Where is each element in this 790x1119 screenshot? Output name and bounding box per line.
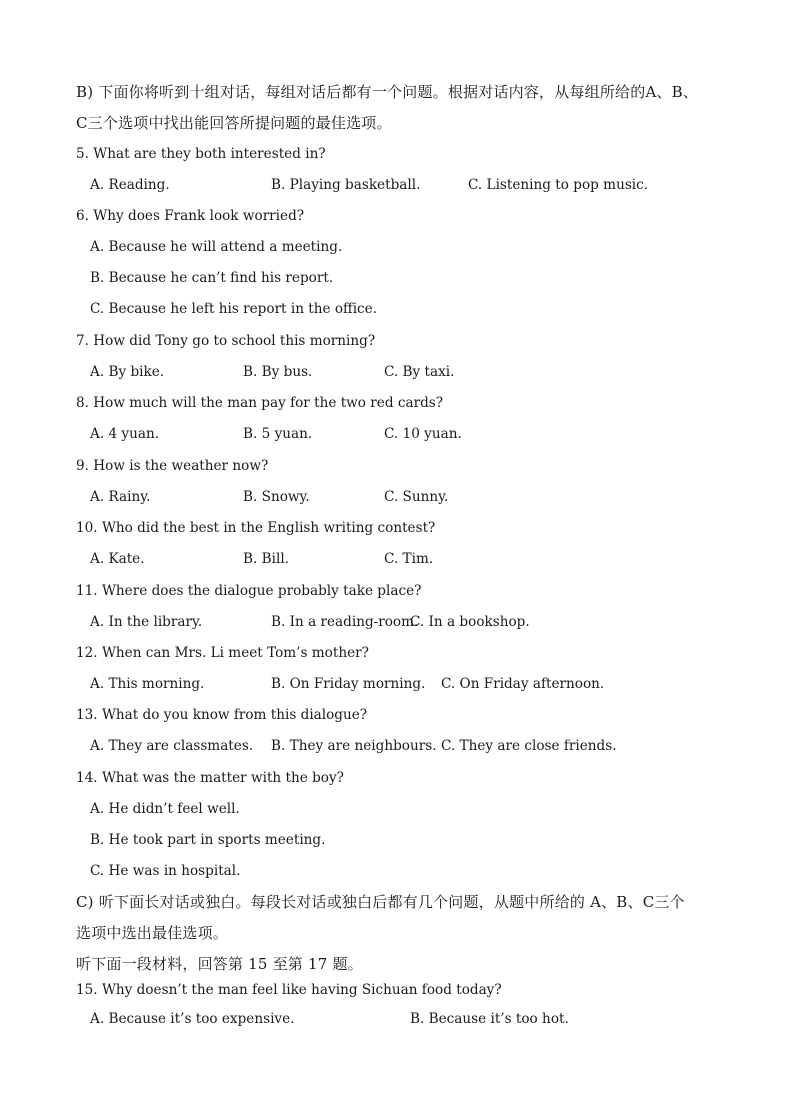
- option-b: B. On Friday morning.: [271, 676, 426, 692]
- option-c: C. By taxi.: [384, 364, 455, 380]
- option-c: C. Listening to pop music.: [468, 177, 649, 193]
- section-c-intro-line2: 选项中选出最佳选项。: [76, 924, 229, 942]
- question-10: 10. Who did the best in the English writing contest?: [76, 520, 436, 536]
- option-a: A. Kate.: [90, 551, 145, 567]
- option-b: B. Because it’s too hot.: [410, 1011, 569, 1027]
- question-15: 15. Why doesn’t the man feel like having Sichuan food today?: [76, 982, 502, 998]
- option-b: B. By bus.: [243, 364, 313, 380]
- question-13: 13. What do you know from this dialogue?: [76, 707, 368, 723]
- option-a: A. Rainy.: [90, 489, 151, 505]
- question-11: 11. Where does the dialogue probably take place?: [76, 583, 422, 599]
- option-b: B. Snowy.: [243, 489, 310, 505]
- question-8: 8. How much will the man pay for the two red cards?: [76, 395, 444, 411]
- question-6-option-c: C. Because he left his report in the office.: [90, 301, 378, 317]
- option-c: C. Sunny.: [384, 489, 449, 505]
- question-7: 7. How did Tony go to school this morning?: [76, 333, 376, 349]
- question-6-option-a: A. Because he will attend a meeting.: [90, 239, 343, 255]
- option-b: B. 5 yuan.: [243, 426, 313, 442]
- question-9: 9. How is the weather now?: [76, 458, 269, 474]
- question-14: 14. What was the matter with the boy?: [76, 770, 344, 786]
- option-c: C. They are close friends.: [441, 738, 617, 754]
- section-c-intro-line1: C) 听下面长对话或独白。每段长对话或独白后都有几个问题，从题中所给的 A、B、C三个: [76, 893, 685, 911]
- option-b: B. Bill.: [243, 551, 289, 567]
- option-b: B. They are neighbours.: [271, 738, 437, 754]
- section-b-intro-line2: C三个选项中找出能回答所提问题的最佳选项。: [76, 114, 392, 132]
- option-a: A. This morning.: [90, 676, 205, 692]
- option-c: C. 10 yuan.: [384, 426, 462, 442]
- question-14-option-a: A. He didn’t feel well.: [90, 801, 240, 817]
- option-b: B. In a reading-room.: [271, 614, 419, 630]
- option-a: A. 4 yuan.: [90, 426, 160, 442]
- option-c: C. On Friday afternoon.: [441, 676, 605, 692]
- option-a: A. In the library.: [90, 614, 203, 630]
- question-14-option-b: B. He took part in sports meeting.: [90, 832, 326, 848]
- option-a: A. Because it’s too expensive.: [90, 1011, 295, 1027]
- option-a: A. By bike.: [90, 364, 165, 380]
- question-14-option-c: C. He was in hospital.: [90, 863, 241, 879]
- section-b-intro-line1: B) 下面你将听到十组对话，每组对话后都有一个问题。根据对话内容，从每组所给的A、B、: [76, 83, 699, 101]
- question-12: 12. When can Mrs. Li meet Tom’s mother?: [76, 645, 369, 661]
- option-b: B. Playing basketball.: [271, 177, 421, 193]
- option-a: A. They are classmates.: [90, 738, 254, 754]
- option-c: C. Tim.: [384, 551, 434, 567]
- section-c-sub-intro: 听下面一段材料，回答第 15 至第 17 题。: [76, 955, 363, 973]
- option-c: C. In a bookshop.: [410, 614, 530, 630]
- question-6-option-b: B. Because he can’t find his report.: [90, 270, 334, 286]
- option-a: A. Reading.: [90, 177, 170, 193]
- question-5: 5. What are they both interested in?: [76, 146, 326, 162]
- question-6: 6. Why does Frank look worried?: [76, 208, 305, 224]
